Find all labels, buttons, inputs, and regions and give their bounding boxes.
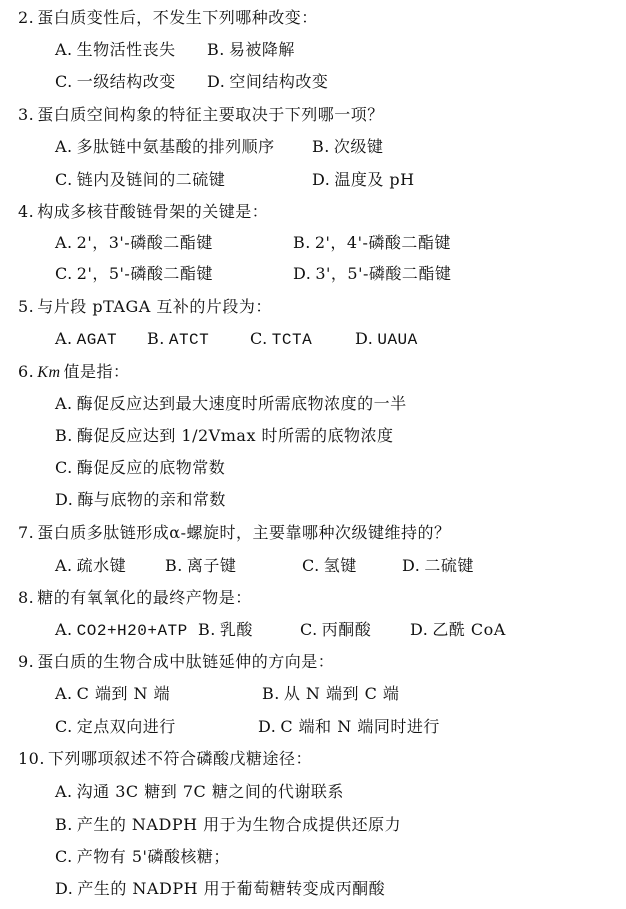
option-label: A. (55, 233, 73, 252)
options-row (0, 395, 626, 413)
question-text: 蛋白质多肽链形成α-螺旋时，主要靠哪种次级键维持的？ (37, 523, 451, 542)
option-label: B. (55, 815, 73, 834)
question-stem (0, 203, 626, 221)
option-a (55, 330, 117, 349)
option-text: AGAT (76, 331, 118, 349)
option-text: 次级键 (333, 137, 384, 156)
options-row (0, 330, 626, 348)
option-text: 2'，3'-磷酸二酯键 (76, 233, 213, 252)
option-c (302, 557, 357, 575)
option-a (55, 138, 275, 156)
question-text: 蛋白质的生物合成中肽链延伸的方向是： (37, 652, 335, 671)
option-c (55, 265, 213, 283)
option-d (293, 265, 451, 283)
options-row (0, 171, 626, 189)
option-d (355, 330, 418, 349)
option-b (293, 234, 451, 252)
option-text: 温度及 pH (334, 170, 415, 189)
option-text: C 端到 N 端 (76, 684, 171, 703)
option-text: 酶与底物的亲和常数 (77, 490, 226, 509)
option-d (207, 73, 328, 91)
option-d (312, 171, 415, 189)
option-c (55, 848, 230, 866)
option-a (55, 557, 126, 575)
options-row (0, 138, 626, 156)
option-label: D. (402, 556, 421, 575)
question-text: 与片段 pTAGA 互补的片段为： (37, 297, 272, 316)
option-label: D. (207, 72, 226, 91)
question-number: 4. (18, 202, 35, 221)
option-text: 酶促反应达到最大速度时所需底物浓度的一半 (76, 394, 407, 413)
option-text: 2'，5'-磷酸二酯键 (76, 264, 213, 283)
option-d (55, 880, 385, 898)
option-text: 沟通 3C 糖到 7C 糖之间的代谢联系 (76, 782, 344, 801)
option-d (55, 491, 226, 509)
options-row (0, 718, 626, 736)
question-stem (0, 106, 626, 124)
option-d (258, 718, 440, 736)
option-a (55, 685, 170, 703)
option-b (312, 138, 383, 156)
option-a (55, 395, 407, 413)
options-row (0, 234, 626, 252)
option-c (250, 330, 312, 349)
option-label: D. (312, 170, 331, 189)
option-b (207, 41, 295, 59)
question-stem (0, 589, 626, 607)
option-label: C. (55, 170, 73, 189)
question-number: 9. (18, 652, 35, 671)
option-label: B. (165, 556, 183, 575)
options-row (0, 848, 626, 866)
option-text: 多肽链中氨基酸的排列顺序 (76, 137, 275, 156)
option-label: C. (55, 72, 73, 91)
question-number: 2. (18, 8, 35, 27)
option-c (55, 459, 225, 477)
question-term: Km (37, 364, 61, 381)
question-number: 3. (18, 105, 35, 124)
options-row (0, 621, 626, 639)
question-number: 6. (18, 362, 35, 381)
option-label: C. (55, 847, 73, 866)
option-text: 易被降解 (228, 40, 295, 59)
options-row (0, 41, 626, 59)
option-b (55, 816, 401, 834)
option-text: 一级结构改变 (76, 72, 176, 91)
option-label: A. (55, 329, 73, 348)
option-b (198, 621, 253, 639)
option-label: A. (55, 556, 73, 575)
option-label: C. (300, 620, 318, 639)
option-label: A. (55, 782, 73, 801)
option-text: CO2+H20+ATP (76, 622, 188, 640)
option-text: 丙酮酸 (321, 620, 372, 639)
option-text: 乳酸 (219, 620, 253, 639)
option-text: 酶促反应的底物常数 (76, 458, 226, 477)
option-a (55, 41, 176, 59)
options-row (0, 783, 626, 801)
option-text: 产生的 NADPH 用于葡萄糖转变成丙酮酸 (77, 879, 386, 898)
option-text: C 端和 N 端同时进行 (280, 717, 440, 736)
option-label: A. (55, 394, 73, 413)
option-label: D. (55, 490, 74, 509)
options-row (0, 265, 626, 283)
option-label: A. (55, 137, 73, 156)
question-number: 10. (18, 749, 45, 768)
option-label: D. (355, 329, 374, 348)
options-row (0, 685, 626, 703)
question-stem (0, 524, 626, 542)
options-row (0, 816, 626, 834)
option-b (165, 557, 236, 575)
options-row (0, 491, 626, 509)
options-row (0, 880, 626, 898)
question-text: 蛋白质变性后，不发生下列哪种改变： (37, 8, 318, 27)
option-text: 二硫键 (424, 556, 474, 575)
option-label: C. (302, 556, 320, 575)
option-label: B. (312, 137, 330, 156)
option-b (262, 685, 399, 703)
option-b (147, 330, 209, 349)
option-text: 定点双向进行 (76, 717, 176, 736)
option-label: C. (250, 329, 268, 348)
question-stem (0, 298, 626, 316)
option-label: D. (293, 264, 312, 283)
question-text: 值是指： (63, 362, 130, 381)
question-stem (0, 363, 626, 381)
option-label: C. (55, 458, 73, 477)
option-text: 氢键 (323, 556, 357, 575)
option-label: B. (55, 426, 73, 445)
option-label: A. (55, 620, 73, 639)
option-text: 生物活性丧失 (76, 40, 176, 59)
options-row (0, 459, 626, 477)
question-stem (0, 750, 626, 768)
option-c (55, 171, 225, 189)
option-text: 产物有 5'磷酸核糖； (76, 847, 230, 866)
question-stem (0, 653, 626, 671)
option-a (55, 621, 188, 640)
option-c (55, 73, 176, 91)
option-text: 2'，4'-磷酸二酯键 (314, 233, 451, 252)
option-text: UAUA (377, 331, 418, 349)
option-text: TCTA (271, 331, 313, 349)
question-text: 蛋白质空间构象的特征主要取决于下列哪一项？ (37, 105, 384, 124)
options-row (0, 557, 626, 575)
option-b (55, 427, 394, 445)
option-text: 酶促反应达到 1/2Vmax 时所需的底物浓度 (76, 426, 394, 445)
options-row (0, 73, 626, 91)
option-label: B. (207, 40, 225, 59)
options-row (0, 427, 626, 445)
option-label: C. (55, 264, 73, 283)
option-label: B. (198, 620, 216, 639)
option-text: 乙酰 CoA (432, 620, 506, 639)
question-text: 糖的有氧氧化的最终产物是： (37, 588, 252, 607)
option-c (55, 718, 176, 736)
option-a (55, 783, 344, 801)
option-label: D. (410, 620, 429, 639)
question-text: 构成多核苷酸链骨架的关键是： (37, 202, 269, 221)
question-stem (0, 9, 626, 27)
option-label: A. (55, 40, 73, 59)
option-a (55, 234, 213, 252)
option-text: 3'，5'-磷酸二酯键 (315, 264, 452, 283)
option-label: B. (147, 329, 165, 348)
option-d (410, 621, 506, 639)
option-text: 疏水键 (76, 556, 127, 575)
option-text: 从 N 端到 C 端 (283, 684, 400, 703)
option-label: B. (293, 233, 311, 252)
option-c (300, 621, 371, 639)
option-d (402, 557, 474, 575)
option-text: ATCT (168, 331, 210, 349)
question-number: 8. (18, 588, 35, 607)
question-text: 下列哪项叙述不符合磷酸戊糖途径： (47, 749, 312, 768)
option-label: C. (55, 717, 73, 736)
option-text: 链内及链间的二硫键 (76, 170, 226, 189)
option-text: 离子键 (186, 556, 237, 575)
option-text: 产生的 NADPH 用于为生物合成提供还原力 (76, 815, 402, 834)
question-number: 7. (18, 523, 35, 542)
question-number: 5. (18, 297, 35, 316)
option-text: 空间结构改变 (229, 72, 329, 91)
option-label: B. (262, 684, 280, 703)
option-label: D. (55, 879, 74, 898)
option-label: D. (258, 717, 277, 736)
option-label: A. (55, 684, 73, 703)
